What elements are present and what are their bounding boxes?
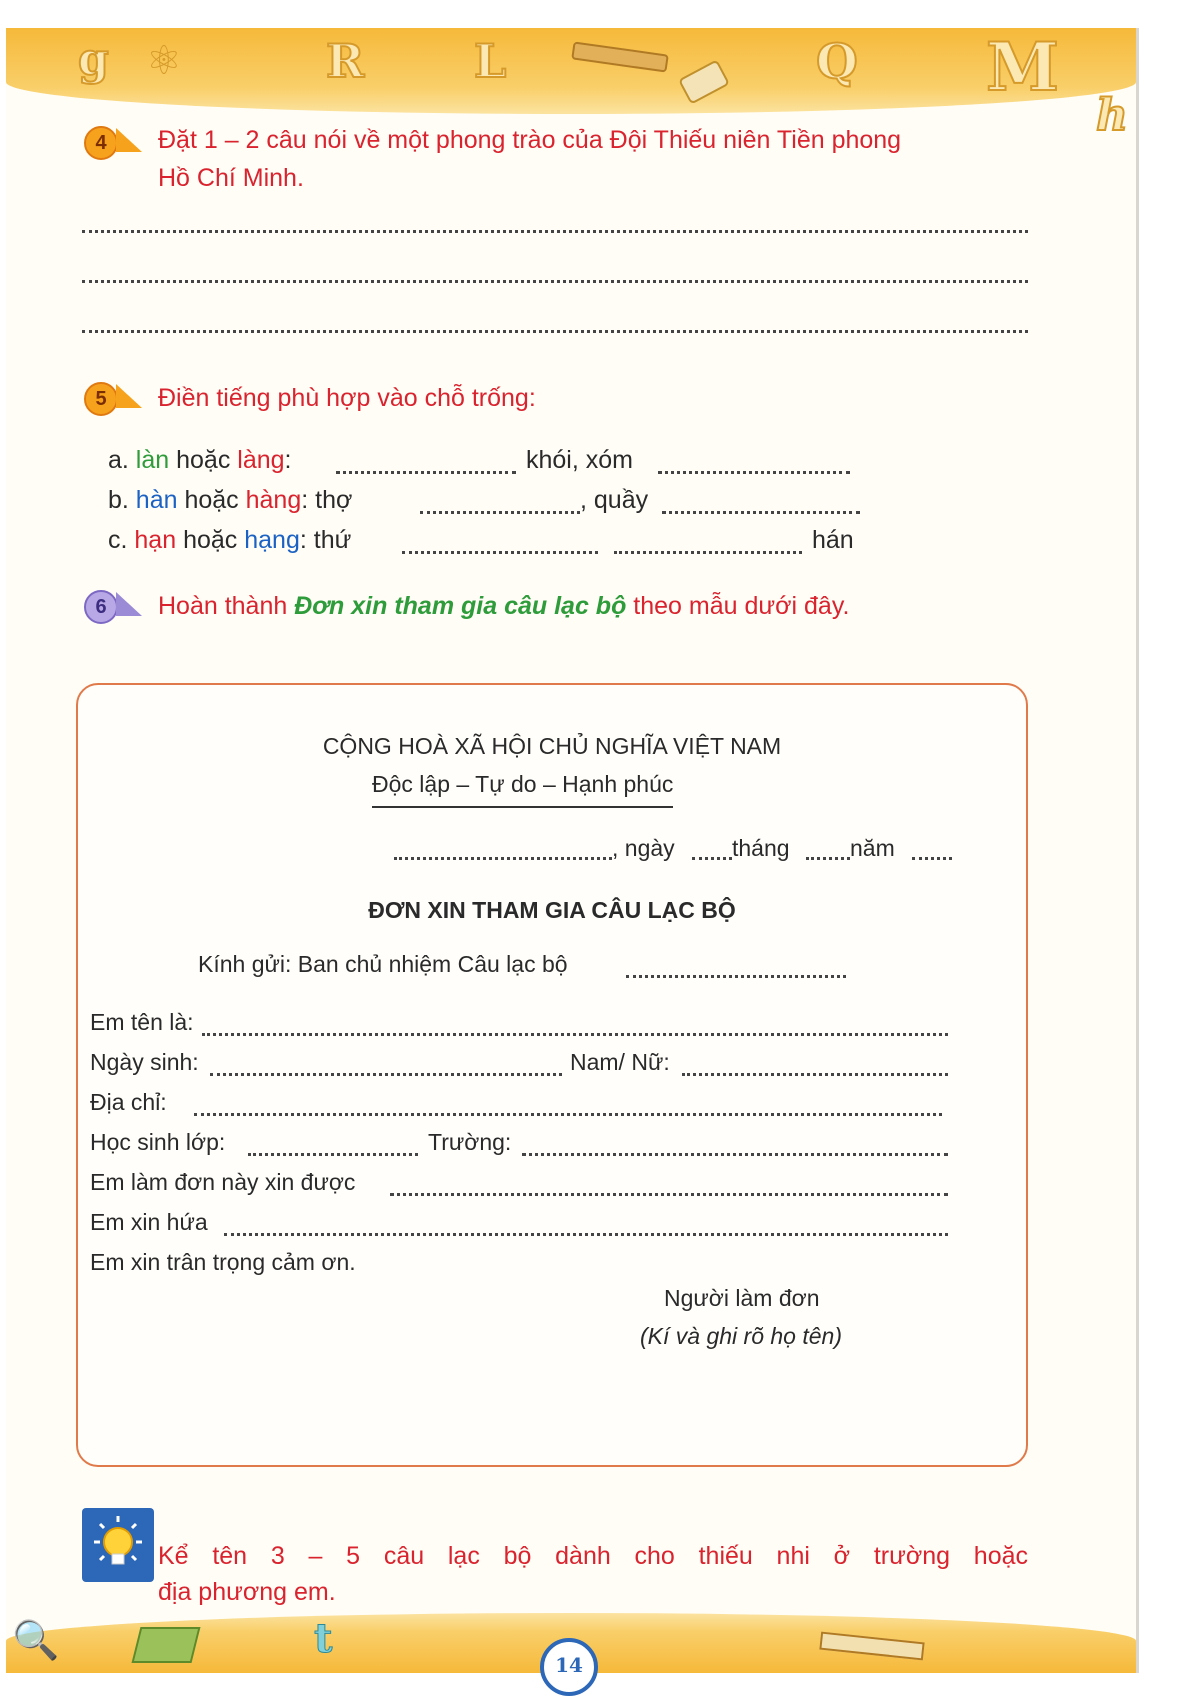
question-6-text bbox=[158, 592, 849, 621]
blank-line bbox=[336, 471, 516, 474]
form-nation-title: CỘNG HOÀ XÃ HỘI CHỦ NGHĨA VIỆT NAM bbox=[322, 733, 782, 759]
question-6-form-name: Đơn xin tham gia câu lạc bộ bbox=[294, 592, 627, 620]
birthday-blank bbox=[210, 1073, 562, 1076]
lightbulb-icon bbox=[82, 1508, 154, 1582]
item-prefix: c. bbox=[108, 526, 135, 554]
form-nguoi-lam-don: Người làm đơn bbox=[664, 1285, 820, 1311]
blank-line bbox=[658, 471, 850, 474]
option-1: làn bbox=[135, 446, 170, 474]
date-month-blank bbox=[806, 857, 850, 860]
deco-letter-g: g bbox=[78, 34, 109, 85]
deco-letter-r: R bbox=[326, 34, 365, 88]
promise-blank bbox=[224, 1233, 948, 1236]
item-connector: hoặc bbox=[169, 446, 238, 474]
workbook-page bbox=[6, 28, 1139, 1677]
date-year-blank bbox=[912, 857, 952, 860]
gender-blank bbox=[682, 1073, 948, 1076]
question-4-text-line2: Hồ Chí Minh. bbox=[158, 164, 304, 192]
form-ngay-sinh-label: Ngày sinh: bbox=[90, 1049, 199, 1075]
class-blank bbox=[248, 1153, 418, 1156]
form-motto: Độc lập – Tự do – Hạnh phúc bbox=[372, 771, 673, 808]
date-place-blank bbox=[394, 857, 612, 860]
question-5-text: Điền tiếng phù hợp vào chỗ trống: bbox=[158, 384, 536, 412]
deco-letter-l: L bbox=[474, 34, 507, 88]
item-prefix: b. bbox=[108, 486, 136, 514]
magnifier-icon: 🔍 bbox=[12, 1620, 60, 1662]
option-2: hàng bbox=[245, 486, 302, 514]
answer-line bbox=[82, 280, 1028, 283]
item-colon: : thứ bbox=[299, 526, 352, 554]
q5-c-word: hán bbox=[812, 526, 854, 554]
option-1: hàn bbox=[135, 486, 178, 514]
question-4-badge: 4 bbox=[84, 126, 118, 160]
deco-letter-t: t bbox=[314, 1615, 333, 1662]
blank-line bbox=[614, 551, 802, 554]
item-colon: : thợ bbox=[301, 486, 353, 514]
option-2: làng bbox=[237, 446, 285, 474]
name-blank bbox=[202, 1033, 948, 1036]
question-6-marker bbox=[116, 592, 142, 616]
q5-item-b bbox=[108, 486, 352, 515]
date-day-blank bbox=[692, 857, 732, 860]
q5-b-word: , quầy bbox=[580, 486, 649, 514]
form-xin-hua-label: Em xin hứa bbox=[90, 1209, 208, 1235]
question-6-badge: 6 bbox=[84, 590, 118, 624]
option-2: hạng bbox=[244, 526, 300, 554]
pencil-icon bbox=[571, 41, 669, 72]
item-colon: : bbox=[284, 446, 292, 474]
form-kinh-gui: Kính gửi: Ban chủ nhiệm Câu lạc bộ bbox=[198, 951, 568, 977]
q5-a-word: khói, xóm bbox=[526, 446, 633, 474]
eraser-icon bbox=[678, 59, 730, 104]
address-blank bbox=[194, 1113, 942, 1116]
q5-item-a bbox=[108, 446, 292, 475]
form-cam-on: Em xin trân trọng cảm ơn. bbox=[90, 1249, 356, 1275]
form-truong-label: Trường: bbox=[428, 1129, 512, 1155]
school-blank bbox=[522, 1153, 948, 1156]
question-4-marker bbox=[116, 128, 142, 152]
top-decor-band bbox=[6, 28, 1136, 114]
question-6-text-b: theo mẫu dưới đây. bbox=[626, 592, 850, 620]
club-name-blank bbox=[626, 975, 846, 978]
form-date-ngay: , ngày bbox=[612, 835, 675, 861]
answer-line bbox=[82, 330, 1028, 333]
blank-line bbox=[402, 551, 598, 554]
deco-letter-h: h bbox=[1096, 90, 1128, 141]
form-lam-don-label: Em làm đơn này xin được bbox=[90, 1169, 356, 1195]
question-5-marker bbox=[116, 384, 142, 408]
question-6-text-a: Hoàn thành bbox=[158, 592, 295, 620]
item-prefix: a. bbox=[108, 446, 136, 474]
form-nam-nu-label: Nam/ Nữ: bbox=[570, 1049, 670, 1075]
tip-text-line1: Kể tên 3 – 5 câu lạc bộ dành cho thiếu nhi ở trường hoặc bbox=[158, 1542, 1028, 1570]
application-form-box bbox=[76, 683, 1028, 1467]
option-1: hạn bbox=[134, 526, 177, 554]
form-date-thang: tháng bbox=[732, 835, 790, 861]
form-dia-chi-label: Địa chỉ: bbox=[90, 1089, 167, 1115]
form-lop-label: Học sinh lớp: bbox=[90, 1129, 226, 1155]
book-icon bbox=[132, 1627, 201, 1663]
ruler-icon bbox=[819, 1632, 924, 1661]
form-title: ĐƠN XIN THAM GIA CÂU LẠC BỘ bbox=[368, 897, 736, 923]
deco-letter-m: M bbox=[986, 28, 1060, 106]
atom-icon: ⚛ bbox=[146, 39, 182, 83]
deco-letter-q: Q bbox=[816, 34, 858, 90]
page-number-badge: 14 bbox=[540, 1638, 598, 1696]
question-4-text-line1: Đặt 1 – 2 câu nói về một phong trào của Đội Thiếu niên Tiền phong bbox=[158, 126, 902, 154]
item-connector: hoặc bbox=[176, 526, 245, 554]
q5-item-c bbox=[108, 526, 351, 555]
blank-line bbox=[420, 511, 580, 514]
form-ki-ten: (Kí và ghi rõ họ tên) bbox=[640, 1323, 842, 1349]
question-5-badge: 5 bbox=[84, 382, 118, 416]
form-date-nam: năm bbox=[850, 835, 895, 861]
item-connector: hoặc bbox=[177, 486, 246, 514]
answer-line bbox=[82, 230, 1028, 233]
tip-text-line2: địa phương em. bbox=[158, 1578, 336, 1606]
form-em-ten-label: Em tên là: bbox=[90, 1009, 194, 1035]
request-blank bbox=[390, 1193, 948, 1196]
blank-line bbox=[662, 511, 860, 514]
